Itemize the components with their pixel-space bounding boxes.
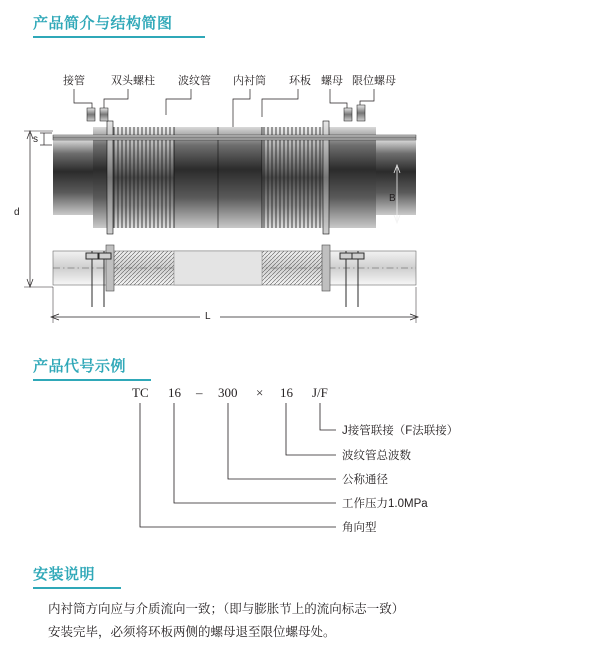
plan-bellow-right xyxy=(262,251,324,285)
callout-label-3: 内衬筒 xyxy=(233,75,266,87)
dimension-d xyxy=(14,131,53,287)
dimension-L xyxy=(51,287,418,323)
callout-label-5: 螺母 xyxy=(321,75,343,87)
plan-ring-plate-left xyxy=(106,245,114,291)
section-heading-intro xyxy=(33,12,273,38)
code-annotations xyxy=(342,423,458,534)
dimension-label-d: d xyxy=(14,207,20,218)
callout-label-1: 双头螺柱 xyxy=(111,75,155,87)
dimension-label-s: s xyxy=(33,134,38,145)
callout-label-2: 波纹管 xyxy=(178,75,211,87)
callout-label-4: 环板 xyxy=(289,75,311,87)
install-note-0: 内衬筒方向应与介质流向一致；（即与膨胀节上的流向标志一致） xyxy=(48,602,405,616)
section-title-install: 安装说明 xyxy=(33,566,96,583)
dimension-label-L: L xyxy=(205,311,211,322)
section-heading-install xyxy=(33,563,273,589)
structure-diagram xyxy=(0,55,600,325)
code-token-1: 16 xyxy=(168,385,181,400)
right-pipe xyxy=(376,140,416,215)
install-notes xyxy=(48,600,568,647)
bellow-left xyxy=(112,127,174,228)
code-annotation-2: 公称通径 xyxy=(342,474,388,486)
code-tokens xyxy=(132,385,328,400)
section-title-intro: 产品简介与结构简图 xyxy=(33,15,173,32)
code-token-0: TC xyxy=(132,385,149,400)
product-code-example xyxy=(0,375,600,545)
dimension-s xyxy=(33,133,52,145)
plan-bellow-left xyxy=(112,251,174,285)
plan-liner xyxy=(174,251,262,285)
callout-labels xyxy=(63,73,396,87)
left-pipe xyxy=(53,140,93,215)
code-annotation-4: 角向型 xyxy=(342,522,377,534)
code-annotation-0: J接管联接（F法联接） xyxy=(342,425,459,437)
title-underline-install xyxy=(33,587,121,589)
section-title-code: 产品代号示例 xyxy=(33,358,127,375)
code-token-5: 16 xyxy=(280,385,293,400)
dimension-label-B: B xyxy=(389,193,396,204)
install-note-1: 安装完毕，必须将环板两侧的螺母退至限位螺母处。 xyxy=(48,625,336,640)
code-token-4: × xyxy=(256,385,264,400)
code-token-2: – xyxy=(196,385,203,400)
code-leaders xyxy=(140,403,336,527)
stud-assembly-top xyxy=(87,105,365,121)
top-plate xyxy=(53,135,416,140)
bellow-right xyxy=(262,127,324,228)
callout-label-0: 接管 xyxy=(63,75,85,87)
plan-ring-plate-right xyxy=(322,245,330,291)
code-token-3: 300 xyxy=(218,385,238,400)
code-annotation-1: 波纹管总波数 xyxy=(342,450,411,462)
code-annotation-3: 工作压力1.0MPa xyxy=(342,498,428,510)
code-token-6: J/F xyxy=(312,385,328,400)
title-underline xyxy=(33,36,205,38)
callout-label-6: 限位螺母 xyxy=(352,75,396,87)
